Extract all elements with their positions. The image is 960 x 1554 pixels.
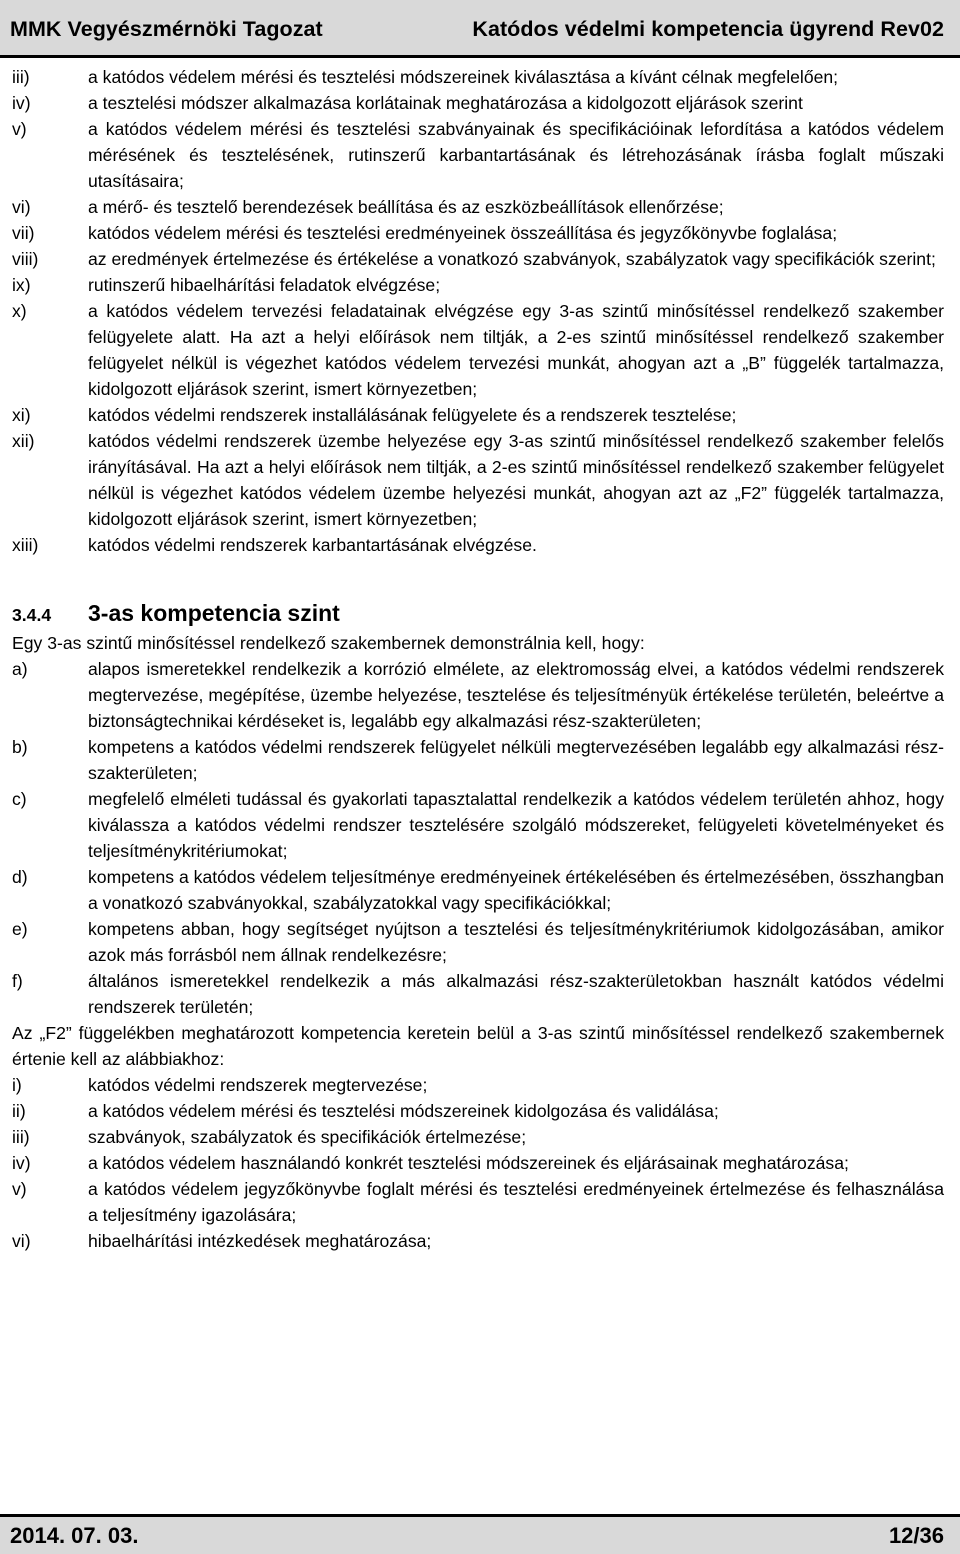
list-item-marker: i) (12, 1075, 22, 1095)
page-content (12, 64, 944, 1254)
list-item-marker: vi) (12, 197, 31, 217)
list-item-marker: xii) (12, 431, 35, 451)
list-item-text: a katódos védelem használandó konkrét tesztelési módszereinek és eljárásainak meghatározása; (88, 1153, 849, 1173)
list-item-text: katódos védelmi rendszerek üzembe helyezése egy 3-as szintű minősítéssel rendelkező szakember felelős irányításával. Ha azt a helyi előírások nem tiltják, a 2-es szintű minősítéssel rendelkező szakember felügyelet nélkül is végezhet katódos védelem üzembe helyezési munkát, ahogyan azt az „F2” függelék tartalmazza, kidolgozott eljárások szerint, ismert környezetben; (88, 431, 944, 529)
list-item-text: a katódos védelem mérési és tesztelési módszereinek kidolgozása és validálása; (88, 1101, 719, 1121)
list-item (12, 402, 944, 428)
list-item-text: a katódos védelem tervezési feladatainak elvégzése egy 3-as szintű minősítéssel rendelkező szakember felügyelete alatt. Ha azt a helyi előírások nem tiltják, a 2-es szintű minősítéssel rendelkező szakember felügyelet nélkül is végezhet katódos védelem tervezési munkát, ahogyan azt a „B” függelék tartalmazza, kidolgozott eljárások szerint, ismert környezetben; (88, 301, 944, 399)
list-item-marker: xi) (12, 405, 31, 425)
list-item-marker: v) (12, 119, 27, 139)
list-item (12, 428, 944, 532)
list-item-marker: viii) (12, 249, 39, 269)
list-item (12, 1098, 944, 1124)
list-item-text: szabványok, szabályzatok és specifikációk értelmezése; (88, 1127, 527, 1147)
requirement-list-level3 (12, 656, 944, 1020)
list-item (12, 786, 944, 864)
list-item (12, 272, 944, 298)
list-item (12, 1228, 944, 1254)
list-item-marker: ix) (12, 275, 31, 295)
list-item-marker: iv) (12, 93, 31, 113)
list-item-text: katódos védelmi rendszerek installálásának felügyelete és a rendszerek tesztelése; (88, 405, 737, 425)
list-item (12, 194, 944, 220)
list-item-marker: vii) (12, 223, 35, 243)
list-item (12, 246, 944, 272)
list-item (12, 916, 944, 968)
list-item-marker: d) (12, 867, 28, 887)
list-item-text: kompetens abban, hogy segítséget nyújtson a tesztelési és teljesítménykritériumok kidolgozásában, amikor azok más forrásból nem állnak rendelkezésre; (88, 919, 944, 965)
section-number: 3.4.4 (12, 605, 52, 625)
section-heading (12, 598, 944, 628)
competence-list-f2 (12, 1072, 944, 1254)
list-item (12, 1124, 944, 1150)
header-document-title: Katódos védelmi kompetencia ügyrend Rev02 (472, 17, 944, 41)
list-item-marker: vi) (12, 1231, 31, 1251)
list-item-marker: xiii) (12, 535, 39, 555)
list-item-text: katódos védelmi rendszerek karbantartásának elvégzése. (88, 535, 537, 555)
list-item-marker: ii) (12, 1101, 26, 1121)
list-item-text: a katódos védelem jegyzőkönyvbe foglalt mérési és tesztelési eredményeinek értelmezése és felhasználása a teljesítmény igazolására; (88, 1179, 944, 1225)
page-header (0, 0, 960, 58)
list-item-text: katódos védelem mérési és tesztelési eredményeinek összeállítása és jegyzőkönyvbe foglalása; (88, 223, 838, 243)
list-item-text: kompetens a katódos védelem teljesítménye eredményeinek értékelésében és értelmezésében, összhangban a vonatkozó szabványokkal, szabályzatokkal vagy specifikációkkal; (88, 867, 944, 913)
list-item-text: rutinszerű hibaelhárítási feladatok elvégzése; (88, 275, 441, 295)
list-item (12, 1176, 944, 1228)
intro-paragraph-level3: Egy 3-as szintű minősítéssel rendelkező szakembernek demonstrálnia kell, hogy: (12, 633, 645, 653)
list-item (12, 298, 944, 402)
list-item-text: általános ismeretekkel rendelkezik a más alkalmazási rész-szakterületokban használt katódos védelmi rendszerek területén; (88, 971, 944, 1017)
list-item (12, 220, 944, 246)
header-organization: MMK Vegyészmérnöki Tagozat (10, 17, 323, 41)
task-list-level2 (12, 64, 944, 558)
list-item (12, 1150, 944, 1176)
list-item-marker: c) (12, 789, 27, 809)
list-item-text: a tesztelési módszer alkalmazása korlátainak meghatározása a kidolgozott eljárások szerint (88, 93, 803, 113)
list-item (12, 864, 944, 916)
list-item (12, 734, 944, 786)
list-item-marker: f) (12, 971, 23, 991)
list-item-text: a mérő- és tesztelő berendezések beállítása és az eszközbeállítások ellenőrzése; (88, 197, 724, 217)
list-item-marker: e) (12, 919, 28, 939)
list-item-marker: b) (12, 737, 28, 757)
page-footer (0, 1514, 960, 1554)
list-item-text: kompetens a katódos védelmi rendszerek felügyelet nélküli megtervezésében legalább egy alkalmazási rész-szakterületen; (88, 737, 944, 783)
list-item (12, 64, 944, 90)
list-item (12, 1072, 944, 1098)
list-item (12, 532, 944, 558)
list-item-text: megfelelő elméleti tudással és gyakorlati tapasztalattal rendelkezik a katódos védelem területén ahhoz, hogy kiválassza a katódos védelmi rendszer tesztelésére szolgáló módszereket, felügyeleti követelményeket és teljesítménykritériumokat; (88, 789, 944, 861)
section-spacer (12, 558, 944, 598)
list-item-marker: iii) (12, 1127, 30, 1147)
list-item-text: a katódos védelem mérési és tesztelési módszereinek kiválasztása a kívánt célnak megfelelően; (88, 67, 839, 87)
list-item (12, 968, 944, 1020)
list-item-marker: v) (12, 1179, 27, 1199)
list-item-text: hibaelhárítási intézkedések meghatározása; (88, 1231, 432, 1251)
list-item-marker: iv) (12, 1153, 31, 1173)
list-item (12, 90, 944, 116)
section-title: 3-as kompetencia szint (88, 600, 340, 626)
list-item-text: katódos védelmi rendszerek megtervezése; (88, 1075, 428, 1095)
footer-page-number: 12/36 (888, 1523, 944, 1548)
list-item (12, 656, 944, 734)
list-item-marker: iii) (12, 67, 30, 87)
list-item-marker: x) (12, 301, 27, 321)
list-item-text: az eredmények értelmezése és értékelése a vonatkozó szabványok, szabályzatok vagy specifikációk szerint; (88, 249, 936, 269)
intro-paragraph-f2: Az „F2” függelékben meghatározott kompetencia keretein belül a 3-as szintű minősítéssel rendelkező szakembernek értenie kell az alábbiakhoz: (12, 1023, 944, 1069)
list-item (12, 116, 944, 194)
footer-date: 2014. 07. 03. (10, 1523, 139, 1548)
list-item-marker: a) (12, 659, 28, 679)
list-item-text: a katódos védelem mérési és tesztelési szabványainak és specifikációinak lefordítása a katódos védelem mérésének és tesztelésének, rutinszerű karbantartásának és létrehozásának írásba foglalt műszaki utasításaira; (88, 119, 944, 191)
list-item-text: alapos ismeretekkel rendelkezik a korrózió elmélete, az elektromosság elvei, a katódos védelmi rendszerek megtervezése, megépítése, üzembe helyezése, tesztelése és teljesítményük értékelése területén, beleértve a biztonságtechnikai kérdéseket is, legalább egy alkalmazási rész-szakterületen; (88, 659, 944, 731)
